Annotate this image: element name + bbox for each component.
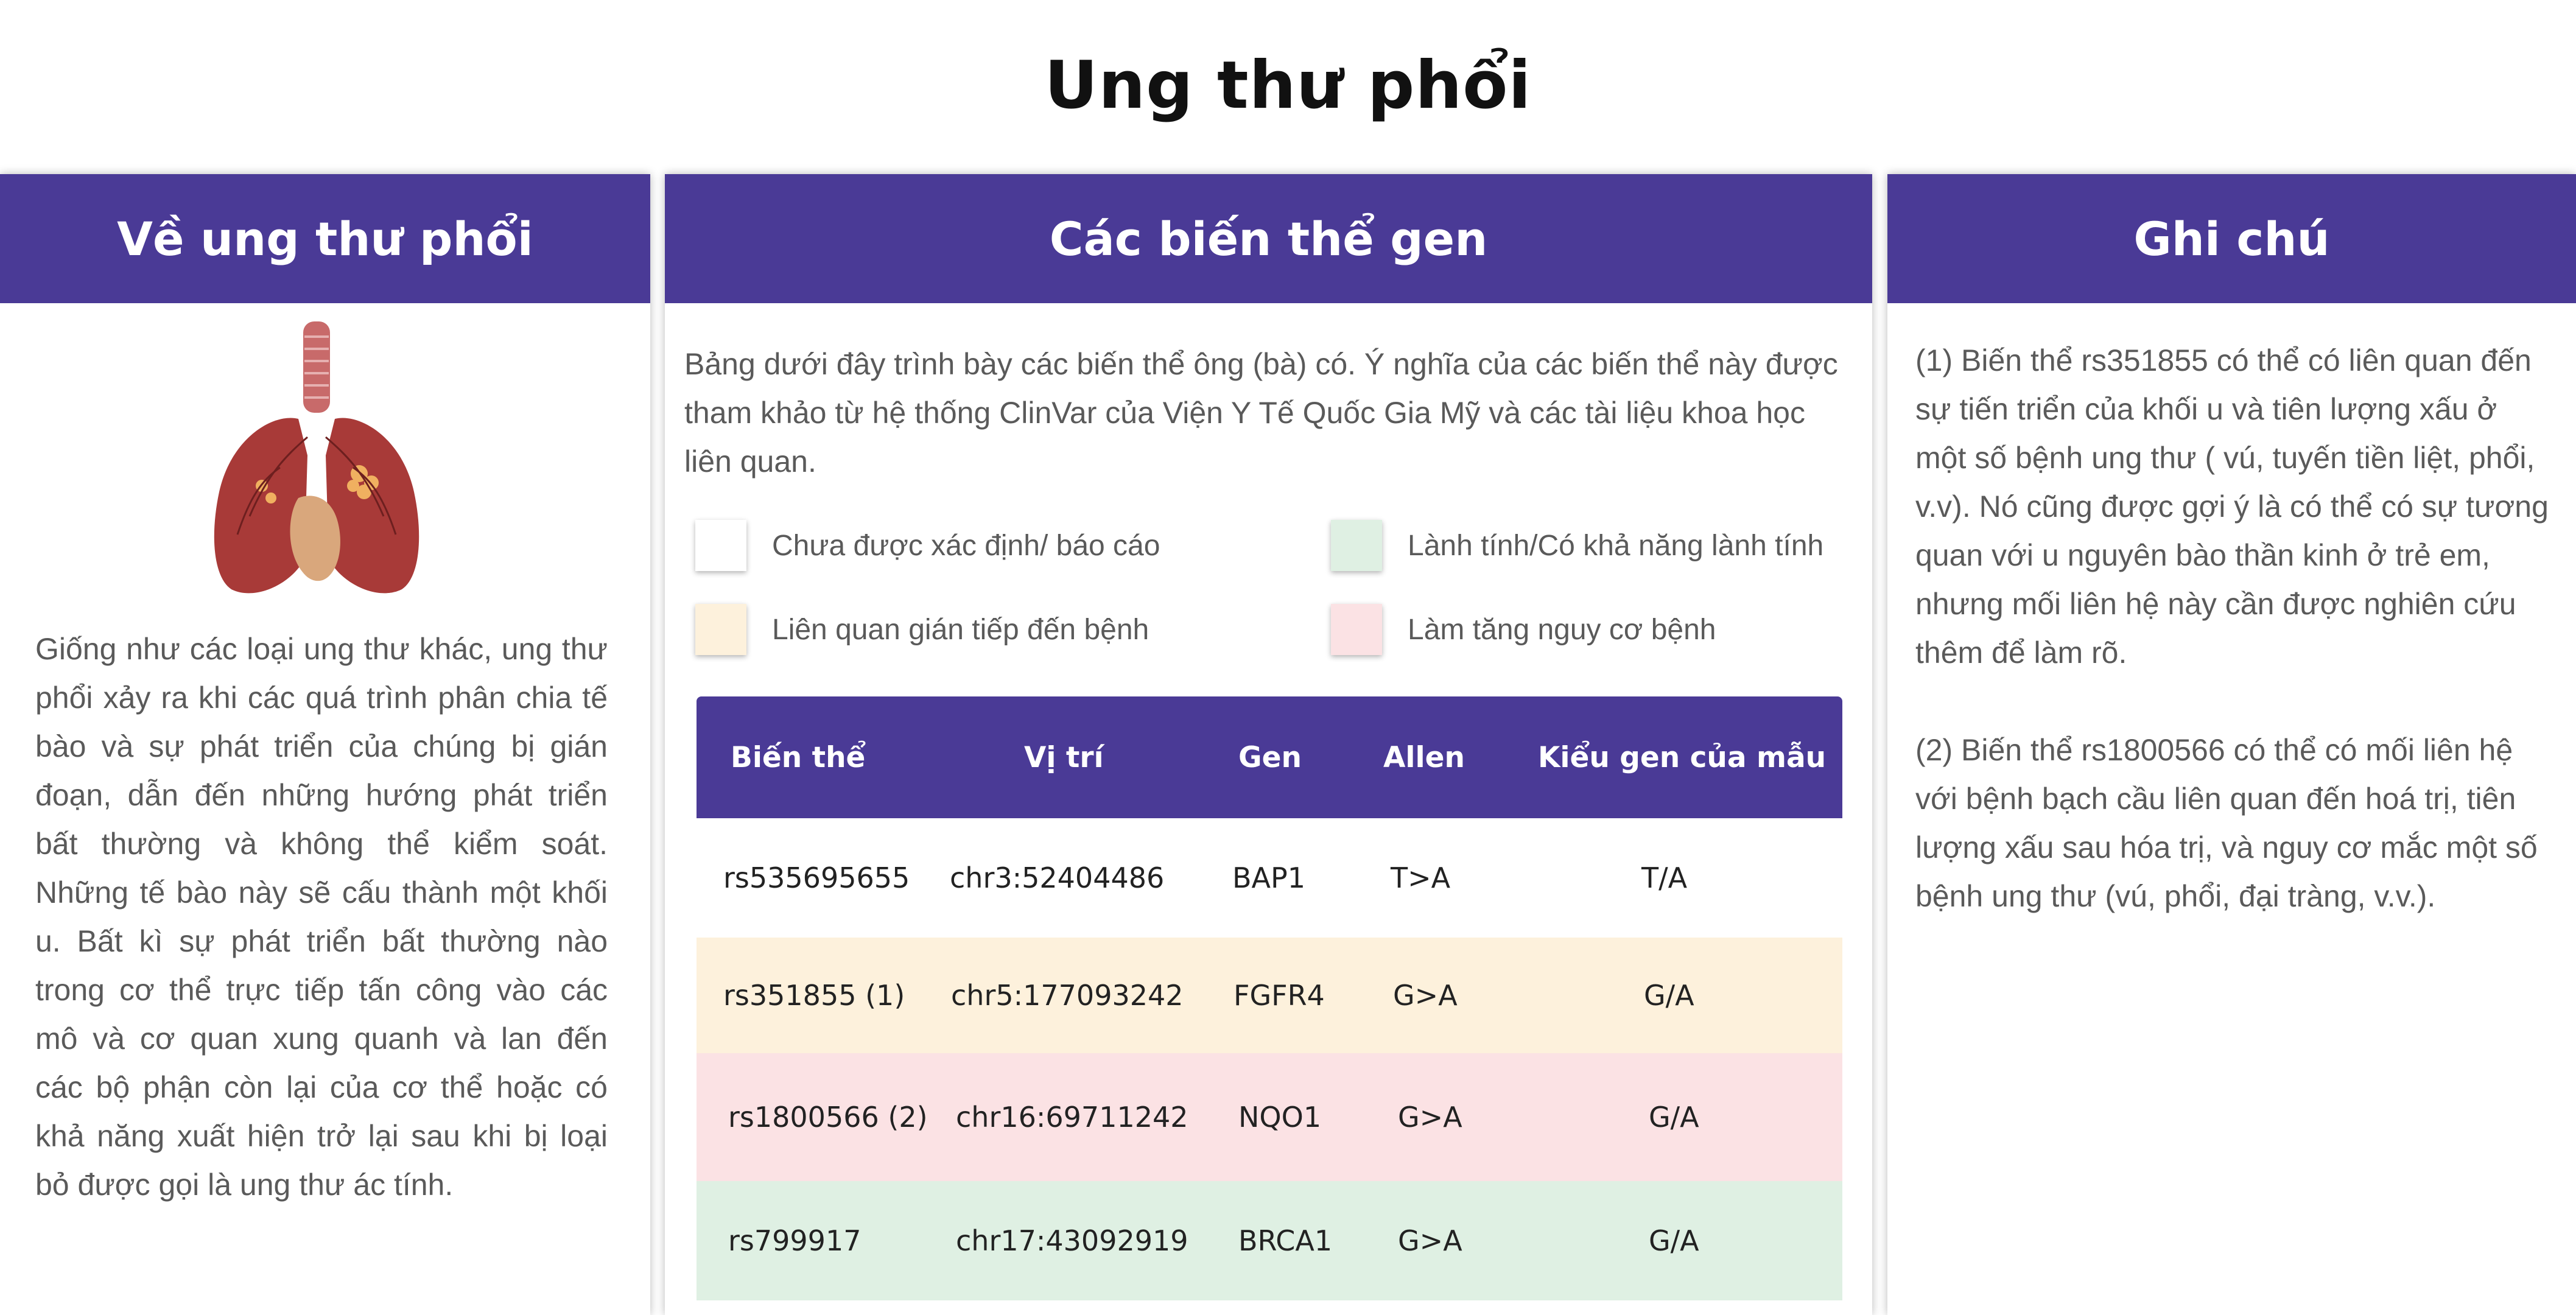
legend-label: Làm tăng nguy cơ bệnh: [1408, 613, 1716, 646]
about-panel-heading: Về ung thư phổi: [0, 174, 650, 303]
cell-position: chr5:177093242: [951, 979, 1184, 1012]
cell-variant: rs535695655: [723, 861, 910, 894]
cell-genotype: T/A: [1641, 861, 1688, 894]
notes-text: [1915, 336, 2555, 969]
cell-genotype: G/A: [1644, 979, 1694, 1012]
table-row: [697, 818, 1842, 938]
variants-table: [697, 696, 1842, 1300]
legend-swatch: [695, 520, 746, 571]
cell-allele: G>A: [1393, 979, 1458, 1012]
col-header-allele: Allen: [1383, 740, 1465, 774]
cell-gene: FGFR4: [1234, 979, 1325, 1012]
col-header-gene: Gen: [1238, 740, 1302, 774]
cell-gene: BRCA1: [1238, 1224, 1333, 1257]
lungs-illustration: [207, 315, 426, 601]
table-header: [697, 696, 1842, 818]
cell-genotype: G/A: [1649, 1224, 1699, 1257]
cell-variant: rs1800566 (2): [728, 1101, 928, 1134]
col-header-position: Vị trí: [1024, 740, 1104, 774]
legend-label: Chưa được xác định/ báo cáo: [772, 529, 1160, 562]
notes-panel: [1887, 174, 2576, 1315]
about-panel: [0, 174, 650, 1315]
cell-genotype: G/A: [1649, 1101, 1699, 1134]
note-2: (2) Biến thể rs1800566 có thể có mối liên hệ với bệnh bạch cầu liên quan đến hoá trị, tiên lượng xấu sau hóa trị, và nguy cơ mắc một số bệnh ung thư (vú, phổi, đại tràng, v.v.).: [1915, 733, 2538, 913]
legend-swatch: [1331, 604, 1382, 655]
legend-label: Lành tính/Có khả năng lành tính: [1408, 529, 1824, 562]
cell-allele: G>A: [1398, 1224, 1462, 1257]
cell-gene: NQO1: [1238, 1101, 1322, 1134]
cell-gene: BAP1: [1232, 861, 1306, 894]
col-header-variant: Biến thể: [731, 740, 866, 774]
cell-variant: rs799917: [728, 1224, 862, 1257]
cell-allele: T>A: [1391, 861, 1451, 894]
page-title: Ung thư phổi: [1044, 47, 1532, 124]
col-header-genotype: Kiểu gen của mẫu: [1538, 740, 1827, 774]
variants-panel: [665, 174, 1872, 1315]
legend-swatch: [695, 604, 746, 655]
note-1: (1) Biến thể rs351855 có thể có liên quan đến sự tiến triển của khối u và tiên lượng xấu ở một số bệnh ung thư ( vú, tuyến tiền liệt, phổi, v.v). Nó cũng được gợi ý là có thể có sự tương quan với u nguyên bào thần kinh ở trẻ em, nhưng mối liên hệ này cần được nghiên cứu thêm để làm rõ.: [1915, 343, 2549, 670]
legend-item-risk: [1331, 604, 1716, 655]
legend-item-undetermined: [695, 520, 1160, 571]
legend-item-benign: [1331, 520, 1823, 571]
about-text: Giống như các loại ung thư khác, ung thư phổi xảy ra khi các quá trình phân chia tế bào và sự phát triển của chúng bị gián đoạn, dẫn đến những hướng phát triển bất thường và không thể kiểm soát. Những tế bào này sẽ cấu thành một khối u. Bất kì sự phát triển bất thường nào trong cơ thể trực tiếp tấn công vào các mô và cơ quan xung quanh và lan đến các bộ phận còn lại của cơ thể hoặc có khả năng xuất hiện trở lại sau khi bị loại bỏ được gọi là ung thư ác tính.: [35, 632, 608, 1202]
cell-variant: rs351855 (1): [723, 979, 905, 1012]
variants-panel-heading: Các biến thể gen: [665, 174, 1872, 303]
legend-swatch: [1331, 520, 1382, 571]
table-row: [697, 1181, 1842, 1300]
cell-allele: G>A: [1398, 1101, 1462, 1134]
notes-panel-heading: Ghi chú: [1887, 174, 2576, 303]
legend-label: Liên quan gián tiếp đến bệnh: [772, 613, 1149, 646]
cell-position: chr3:52404486: [950, 861, 1165, 894]
table-row: [697, 938, 1842, 1053]
cell-position: chr17:43092919: [956, 1224, 1188, 1257]
cell-position: chr16:69711242: [956, 1101, 1188, 1134]
legend-item-indirect: [695, 604, 1149, 655]
table-row: [697, 1053, 1842, 1181]
variants-intro-text: Bảng dưới đây trình bày các biến thể ông (bà) có. Ý nghĩa của các biến thể này được tham khảo từ hệ thống ClinVar của Viện Y Tế Quốc Gia Mỹ và các tài liệu khoa học liên quan.: [684, 347, 1838, 479]
